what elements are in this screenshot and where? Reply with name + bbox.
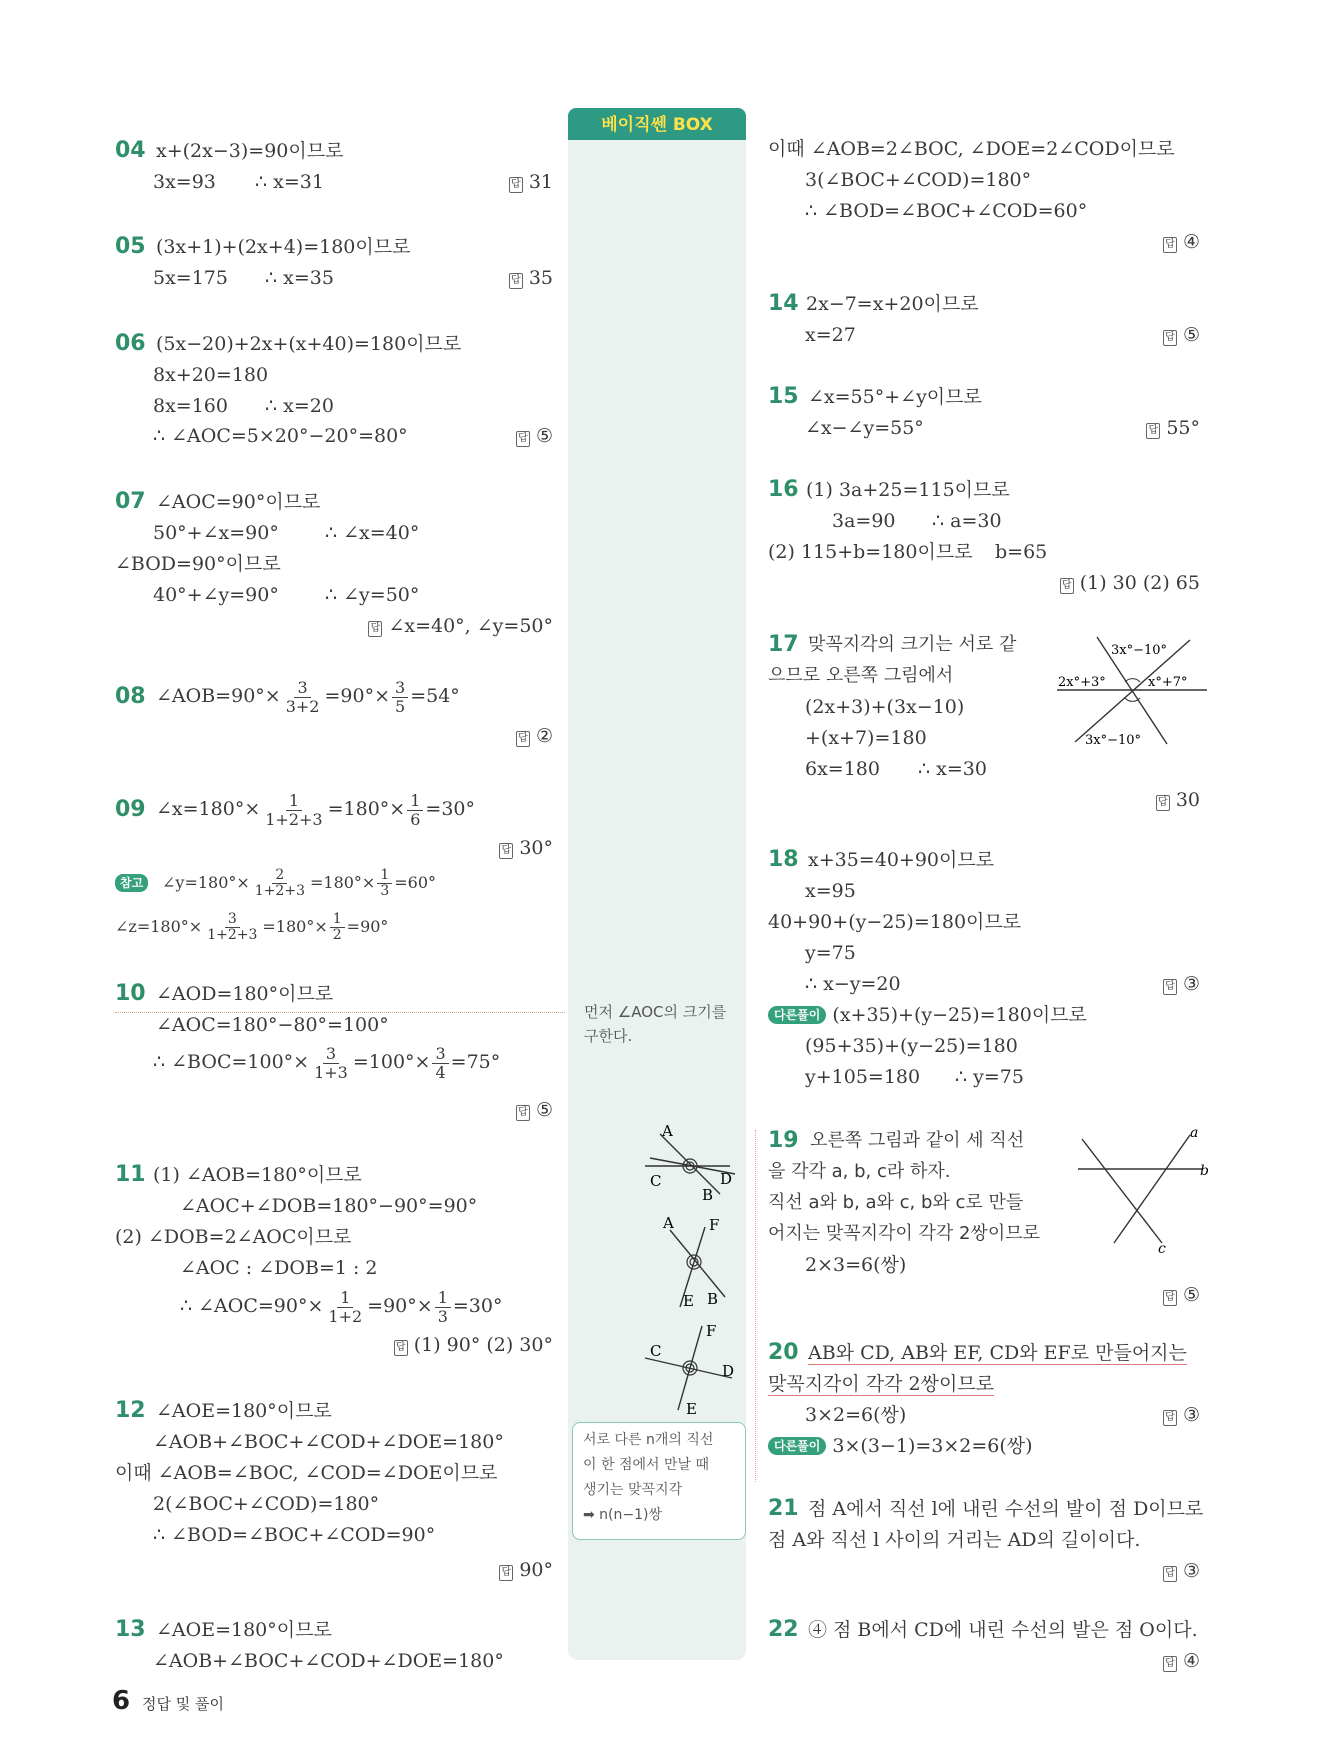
fraction <box>392 679 408 716</box>
angle-label-right: x°+7° <box>1148 675 1188 690</box>
problem-number: 19 <box>768 1128 799 1153</box>
answer <box>1163 1403 1200 1427</box>
solution-line: 오른쪽 그림과 같이 세 직선 <box>810 1130 1025 1151</box>
solution-line: 점 A에서 직선 l에 내린 수선의 발이 점 D이므로 <box>808 1498 1204 1520</box>
solution-line: ∠AOE=180°이므로 <box>156 1619 332 1641</box>
solution-line: ∠AOB+∠BOC+∠COD+∠DOE=180° <box>153 1650 504 1672</box>
solution-line: ∴ x=30 <box>918 758 987 780</box>
fraction-numerator: 1 <box>435 1289 451 1308</box>
fraction-denominator: 1+2+3 <box>254 883 305 899</box>
answer <box>1163 1559 1200 1583</box>
connector-line <box>755 1130 756 1482</box>
box-note-line: ➡ n(n−1)쌍 <box>583 1507 663 1523</box>
solution-line: 2x−7=x+20이므로 <box>806 293 979 315</box>
solution-line: 3x=93 <box>153 171 216 193</box>
solution-line: ∠BOD=90°이므로 <box>115 553 281 575</box>
solution-line: 3×2=6(쌍) <box>805 1404 907 1426</box>
page-number: 6 <box>112 1686 131 1716</box>
problem-number: 06 <box>115 331 146 356</box>
three-lines-figure-cdef <box>640 1318 740 1414</box>
solution-line: ∠AOB+∠BOC+∠COD+∠DOE=180° <box>153 1431 504 1453</box>
solution-line: ∠AOD=180°이므로 <box>156 983 334 1005</box>
three-lines-figure-abef <box>645 1212 735 1312</box>
solution-line: (95+35)+(y−25)=180 <box>805 1035 1018 1057</box>
box-note-line: 먼저 ∠AOC의 크기를 <box>584 1003 727 1021</box>
solution-line: b=65 <box>995 541 1048 563</box>
expr-text: =90°× <box>367 1295 433 1317</box>
problem-number: 20 <box>768 1340 799 1365</box>
fraction-numerator: 1 <box>377 868 392 884</box>
fraction-denominator: 1+3 <box>314 1062 348 1082</box>
answer <box>499 836 553 860</box>
point-label-e: E <box>686 1400 697 1414</box>
answer-value: ⑤ <box>1182 324 1200 346</box>
fraction <box>283 679 323 716</box>
expr-text: =30° <box>425 798 476 820</box>
reference-expression <box>162 862 436 904</box>
solution-line: y=75 <box>805 942 856 964</box>
solution-line: 직선 a와 b, a와 c, b와 c로 만들 <box>768 1192 1024 1213</box>
answer-value: ④ <box>1182 231 1200 253</box>
problem-number: 17 <box>768 632 799 657</box>
fraction-denominator: 6 <box>410 809 421 829</box>
answer-mark-icon: 답 <box>1156 795 1170 811</box>
answer-mark-icon: 답 <box>1163 1656 1177 1672</box>
expr-text: =60° <box>394 873 437 892</box>
three-lines-figure <box>1072 1125 1212 1255</box>
fraction <box>204 912 260 943</box>
problem-number: 15 <box>768 384 799 409</box>
answer <box>1163 323 1200 347</box>
solution-line: ∴ x−y=20 <box>805 973 901 995</box>
problem-number: 18 <box>768 847 799 872</box>
fraction-numerator: 1 <box>286 792 302 811</box>
box-note-first <box>584 1000 726 1048</box>
problem-number: 13 <box>115 1617 146 1642</box>
solution-line: ∴ x=20 <box>265 395 334 417</box>
answer-value: ⑤ <box>535 1099 553 1121</box>
answer-mark-icon: 답 <box>394 1340 408 1356</box>
problem-number: 11 <box>115 1162 146 1187</box>
solution-line: +(x+7)=180 <box>805 727 927 749</box>
alternative-tag: 다른풀이 <box>768 1437 826 1455</box>
point-label-d: D <box>722 1362 735 1380</box>
answer <box>1060 571 1200 595</box>
point-label-f: F <box>709 1216 720 1234</box>
fraction-denominator: 1+2+3 <box>265 809 323 829</box>
expr-text: =54° <box>410 685 460 707</box>
fraction-numerator: 1 <box>330 912 345 928</box>
solution-line: ∴ ∠y=50° <box>325 584 420 606</box>
fraction <box>262 792 325 829</box>
answer <box>1146 416 1200 440</box>
solution-line: ∴ y=75 <box>955 1066 1024 1088</box>
solution-line: (2) 115+b=180이므로 <box>768 541 973 563</box>
basic-box-title: 베이직쎈 BOX <box>601 115 713 135</box>
solution-line: ∴ x=31 <box>255 171 324 193</box>
fraction <box>432 1045 448 1082</box>
answer <box>1163 972 1200 996</box>
answer-value: 31 <box>528 171 553 193</box>
problem-number: 08 <box>115 684 146 709</box>
expr-text: ∠x=180°× <box>156 798 261 820</box>
answer-value: ② <box>535 725 553 747</box>
solution-line: (1) 3a+25=115이므로 <box>806 479 1010 501</box>
answer <box>394 1333 553 1357</box>
answer-mark-icon: 답 <box>1163 1290 1177 1306</box>
answer <box>1163 1283 1200 1307</box>
solution-line: 50°+∠x=90° <box>153 522 279 544</box>
expr-text: =180°× <box>309 873 376 892</box>
fraction <box>311 1045 351 1082</box>
box-note-line: 서로 다른 n개의 직선 <box>583 1432 714 1448</box>
answer-mark-icon: 답 <box>516 731 530 747</box>
solution-line: 으므로 오른쪽 그림에서 <box>768 665 954 686</box>
answer-value: ③ <box>1182 973 1200 995</box>
point-label-c: C <box>650 1342 662 1360</box>
problem-number: 16 <box>768 477 799 502</box>
point-label-f: F <box>706 1322 717 1340</box>
solution-line: ∠AOC+∠DOB=180°−90°=90° <box>180 1195 478 1217</box>
answer-value: 90° <box>519 1559 553 1581</box>
fraction-numerator: 3 <box>294 679 310 698</box>
solution-line: 이때 ∠AOB=∠BOC, ∠COD=∠DOE이므로 <box>115 1462 498 1484</box>
answer <box>516 724 553 748</box>
expr-text: =30° <box>452 1295 503 1317</box>
fraction-denominator: 4 <box>435 1062 446 1082</box>
fraction-expression <box>156 672 460 720</box>
solution-line: 점 A와 직선 l 사이의 거리는 AD의 길이이다. <box>768 1529 1141 1551</box>
answer <box>509 266 553 290</box>
answer <box>509 170 553 194</box>
expr-text: ∠z=180°× <box>115 917 203 936</box>
expr-text: ∠AOB=90°× <box>156 685 281 707</box>
answer-mark-icon: 답 <box>1163 1410 1177 1426</box>
answer-value: ⑤ <box>1182 1284 1200 1306</box>
answer-value: ③ <box>1182 1404 1200 1426</box>
solution-line: (2x+3)+(3x−10) <box>805 696 965 718</box>
point-label-b: B <box>702 1186 714 1202</box>
line-label-a: a <box>1190 1125 1199 1141</box>
fraction-numerator: 1 <box>337 1289 353 1308</box>
fraction-expression <box>156 785 475 833</box>
answer-value: ④ <box>1182 1650 1200 1672</box>
solution-line: ∠x−∠y=55° <box>805 417 924 439</box>
angle-label-left: 2x°+3° <box>1058 675 1106 690</box>
solution-line: ∴ ∠AOC=5×20°−20°=80° <box>153 425 408 447</box>
answer-mark-icon: 답 <box>499 1565 513 1581</box>
answer-value: ∠x=40°, ∠y=50° <box>388 615 553 637</box>
answer-value: ⑤ <box>535 425 553 447</box>
point-label-a: A <box>663 1214 674 1232</box>
expr-text: =90° <box>346 917 389 936</box>
solution-line: ④ 점 B에서 CD에 내린 수선의 발은 점 O이다. <box>808 1619 1198 1641</box>
answer-mark-icon: 답 <box>1146 423 1160 439</box>
point-label-c: C <box>650 1172 662 1190</box>
answer-value: (1) 30 (2) 65 <box>1079 572 1200 594</box>
answer-value: 30 <box>1175 789 1200 811</box>
fraction-denominator: 1+2+3 <box>207 927 258 943</box>
solution-line: ∴ ∠BOD=∠BOC+∠COD=60° <box>805 200 1088 222</box>
problem-number: 07 <box>115 489 146 514</box>
solution-line: ∠AOE=180°이므로 <box>156 1400 332 1422</box>
fraction-denominator: 2 <box>332 927 342 943</box>
fraction <box>435 1289 451 1326</box>
expr-text: =180°× <box>327 798 406 820</box>
point-label-b: B <box>707 1290 719 1308</box>
answer-mark-icon: 답 <box>509 177 523 193</box>
solution-line <box>808 1341 1187 1365</box>
answer-mark-icon: 답 <box>368 621 382 637</box>
line-label-b: b <box>1200 1163 1209 1179</box>
answer-mark-icon: 답 <box>516 1105 530 1121</box>
solution-line: 이때 ∠AOB=2∠BOC, ∠DOE=2∠COD이므로 <box>768 138 1175 160</box>
alternative-solution-line <box>768 1434 1033 1458</box>
problem-number: 22 <box>768 1617 799 1642</box>
solution-line: x+35=40+90이므로 <box>808 849 995 871</box>
solution-line: 8x=160 <box>153 395 228 417</box>
solution-line: ∠AOC : ∠DOB=1 : 2 <box>180 1257 378 1279</box>
angle-figure-three-lines <box>1055 632 1210 752</box>
fraction-numerator: 3 <box>432 1045 448 1064</box>
point-label-e: E <box>683 1292 694 1310</box>
solution-line: 8x+20=180 <box>153 364 269 386</box>
solution-line: 어지는 맞꼭지각이 각각 2쌍이므로 <box>768 1223 1041 1244</box>
answer <box>516 424 553 448</box>
box-note-line: 생기는 맞꼭지각 <box>583 1482 683 1498</box>
expr-text: (x+35)+(y−25)=180이므로 <box>832 1004 1087 1026</box>
solution-line: x=95 <box>805 880 856 902</box>
fraction <box>330 912 345 943</box>
answer-value: 30° <box>519 837 553 859</box>
solution-line: ∠AOC=180°−80°=100° <box>156 1014 389 1036</box>
solution-line <box>768 1372 994 1396</box>
problem-number: 21 <box>768 1496 799 1521</box>
angle-label-bottom: 3x°−10° <box>1085 733 1142 748</box>
solution-line: 을 각각 a, b, c라 하자. <box>768 1161 951 1182</box>
fraction-expression <box>180 1282 503 1330</box>
alternative-solution-line <box>768 1003 1087 1027</box>
answer-mark-icon: 답 <box>516 431 530 447</box>
answer <box>1163 230 1200 254</box>
fraction-denominator: 3+2 <box>285 696 320 716</box>
problem-number: 12 <box>115 1398 146 1423</box>
solution-line: 맞꼭지각의 크기는 서로 같 <box>808 634 1017 655</box>
fraction <box>325 1289 365 1326</box>
problem-number: 10 <box>115 981 146 1006</box>
solution-line: (1) ∠AOB=180°이므로 <box>153 1164 362 1186</box>
footer-label: 정답 및 풀이 <box>142 1695 224 1713</box>
fraction-denominator: 3 <box>380 883 390 899</box>
fraction <box>252 868 308 899</box>
fraction-denominator: 5 <box>395 696 406 716</box>
solution-line: ∴ ∠BOD=∠BOC+∠COD=90° <box>153 1524 436 1546</box>
alternative-tag: 다른풀이 <box>768 1006 826 1024</box>
solution-line: 3a=90 <box>832 510 896 532</box>
solution-line: x=27 <box>805 324 856 346</box>
answer-mark-icon: 답 <box>509 273 523 289</box>
fraction-expression <box>153 1038 500 1086</box>
solution-line: x+(2x−3)=90이므로 <box>156 140 344 162</box>
answer <box>368 614 553 638</box>
problem-number: 09 <box>115 797 146 822</box>
answer-value: 35 <box>528 267 553 289</box>
solution-line: 40+90+(y−25)=180이므로 <box>768 911 1022 933</box>
answer <box>499 1558 553 1582</box>
solution-line: ∠AOC=90°이므로 <box>156 491 321 513</box>
expr-text: ∴ ∠BOC=100°× <box>153 1051 310 1073</box>
answer <box>516 1098 553 1122</box>
angle-label-top: 3x°−10° <box>1111 643 1168 658</box>
box-note-second <box>583 1428 713 1528</box>
solution-line: ∴ x=35 <box>265 267 334 289</box>
problem-number: 14 <box>768 291 799 316</box>
fraction-numerator: 1 <box>407 792 423 811</box>
point-label-a: A <box>662 1122 673 1140</box>
expr-text: 3×(3−1)=3×2=6(쌍) <box>832 1435 1033 1457</box>
expr-text: =100°× <box>352 1051 431 1073</box>
underlined-text: 맞꼭지각이 각각 2쌍이므로 <box>768 1373 995 1395</box>
fraction <box>407 792 423 829</box>
answer-value: ③ <box>1182 1560 1200 1582</box>
problem-number: 04 <box>115 138 146 163</box>
solution-line: (5x−20)+2x+(x+40)=180이므로 <box>156 333 462 355</box>
solution-line: ∴ ∠x=40° <box>325 522 420 544</box>
answer-mark-icon: 답 <box>1163 237 1177 253</box>
point-label-d: D <box>720 1170 733 1188</box>
reference-tag <box>115 872 148 892</box>
answer-value: 55° <box>1166 417 1200 439</box>
answer-mark-icon: 답 <box>1163 979 1177 995</box>
solution-line: y+105=180 <box>805 1066 921 1088</box>
problem-number: 05 <box>115 234 146 259</box>
three-lines-figure-abcd <box>640 1122 740 1202</box>
solution-line: 2×3=6(쌍) <box>805 1254 907 1276</box>
fraction-numerator: 3 <box>323 1045 339 1064</box>
expr-text: =75° <box>450 1051 501 1073</box>
answer <box>1156 788 1200 812</box>
reference-expression <box>115 906 388 948</box>
solution-line: 3(∠BOC+∠COD)=180° <box>805 169 1032 191</box>
expr-text: =180°× <box>262 917 328 936</box>
expr-text: ∠y=180°× <box>162 873 250 892</box>
solution-line: ∴ a=30 <box>932 510 1002 532</box>
solution-line: 5x=175 <box>153 267 228 289</box>
answer-mark-icon: 답 <box>1163 330 1177 346</box>
solution-line: 40°+∠y=90° <box>153 584 279 606</box>
expr-text: ∴ ∠AOC=90°× <box>180 1295 324 1317</box>
solution-line: ∠x=55°+∠y이므로 <box>808 386 982 408</box>
line-label-c: c <box>1158 1241 1166 1255</box>
fraction-numerator: 3 <box>225 912 240 928</box>
answer <box>1163 1649 1200 1673</box>
expr-text: =90°× <box>324 685 390 707</box>
solution-line: 2(∠BOC+∠COD)=180° <box>153 1493 380 1515</box>
solution-line: (2) ∠DOB=2∠AOC이므로 <box>115 1226 352 1248</box>
fraction-denominator: 3 <box>437 1306 448 1326</box>
fraction <box>377 868 392 899</box>
fraction-denominator: 1+2 <box>328 1306 363 1326</box>
box-note-line: 구한다. <box>584 1027 633 1045</box>
answer-mark-icon: 답 <box>1060 578 1074 594</box>
fraction-numerator: 2 <box>272 868 287 884</box>
reference-label: 참고 <box>115 874 148 892</box>
answer-value: (1) 90° (2) 30° <box>413 1334 553 1356</box>
box-note-line: 이 한 점에서 만날 때 <box>583 1457 709 1473</box>
solution-line: 6x=180 <box>805 758 880 780</box>
answer-mark-icon: 답 <box>499 843 513 859</box>
answer-mark-icon: 답 <box>1163 1566 1177 1582</box>
fraction-numerator: 3 <box>392 679 408 698</box>
solution-line: (3x+1)+(2x+4)=180이므로 <box>156 236 411 258</box>
underlined-text: AB와 CD, AB와 EF, CD와 EF로 만들어지는 <box>808 1342 1187 1364</box>
